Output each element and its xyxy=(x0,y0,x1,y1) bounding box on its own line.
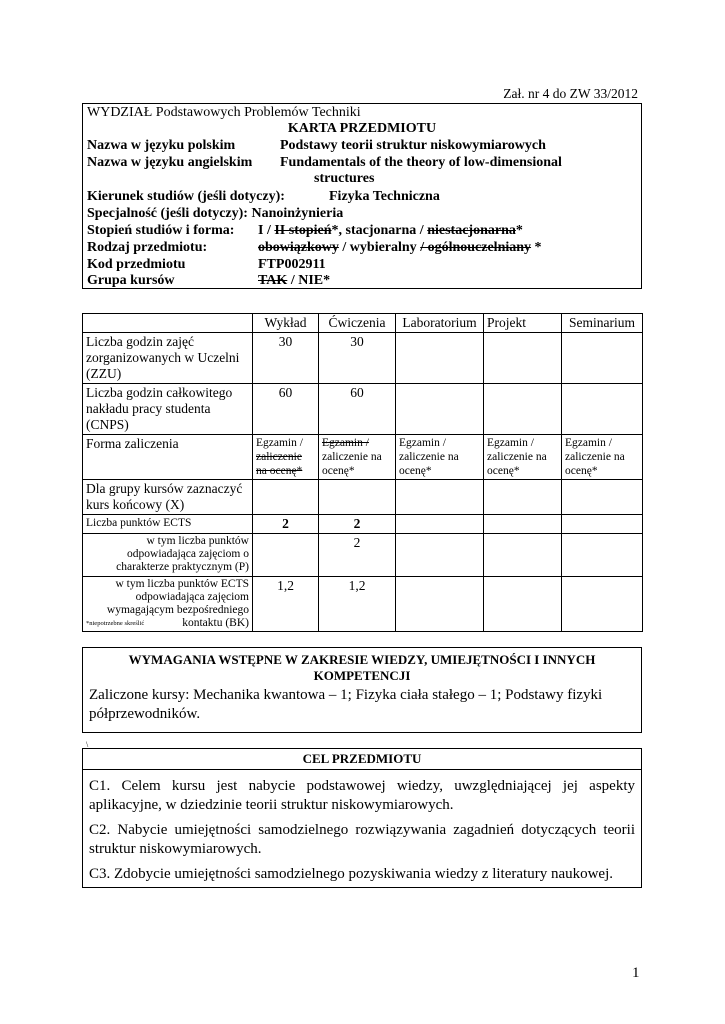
level-ii-struck: II stopień xyxy=(274,223,332,238)
table-header-row xyxy=(83,314,643,333)
form-project xyxy=(484,435,562,480)
code-label: Kod przedmiotu xyxy=(87,257,186,272)
empty-cell xyxy=(562,534,643,577)
final-course-label: Dla grupy kursów zaznaczyć kurs końcowy (X) xyxy=(83,480,253,515)
empty-cell xyxy=(484,384,562,435)
empty-cell xyxy=(396,384,484,435)
credit-text: zaliczenie na xyxy=(322,451,382,463)
specialty xyxy=(87,206,343,222)
requirements-text: Zaliczone kursy: Mechanika kwantowa – 1; Fizyka ciała stałego – 1; Podstawy fizyki półprzewodników. xyxy=(89,687,603,722)
empty-cell xyxy=(396,515,484,534)
field-value: Fizyka Techniczna xyxy=(329,189,440,204)
form-laboratory xyxy=(396,435,484,480)
group-value xyxy=(258,273,330,289)
type-label: Rodzaj przedmiotu: xyxy=(87,240,208,255)
exam-text: Egzamin / xyxy=(256,437,303,449)
code-value: FTP002911 xyxy=(258,257,326,272)
exam-text: Egzamin / xyxy=(399,437,446,449)
bk-exercises: 1,2 xyxy=(319,577,396,632)
credit-text: zaliczenie na xyxy=(399,451,459,463)
table-row xyxy=(83,577,643,632)
empty-cell xyxy=(253,534,319,577)
empty-cell xyxy=(562,333,643,384)
graded-text: ocenę* xyxy=(565,465,598,477)
level-star: * xyxy=(515,223,523,238)
name-pl-label: Nazwa w języku polskim xyxy=(87,138,236,153)
spec-label: Specjalność (jeśli dotyczy): xyxy=(87,206,248,221)
empty-cell xyxy=(484,577,562,632)
goals-title: CEL PRZEDMIOTU xyxy=(83,749,641,770)
type-general-struck: / ogólnouczelniany xyxy=(420,240,532,255)
level-label: Stopień studiów i forma: xyxy=(87,223,235,238)
faculty: WYDZIAŁ Podstawowych Problemów Techniki xyxy=(87,105,361,120)
empty-cell xyxy=(484,333,562,384)
table-row xyxy=(83,384,643,435)
zzu-lecture: 30 xyxy=(253,333,319,384)
empty-cell xyxy=(396,480,484,515)
graded-text: ocenę* xyxy=(322,465,355,477)
empty-cell xyxy=(396,577,484,632)
page-number: 1 xyxy=(632,965,640,981)
credit-text: zaliczenie na xyxy=(487,451,547,463)
cnps-label: Liczba godzin całkowitego nakładu pracy studenta (CNPS) xyxy=(83,384,253,435)
level-i: I / xyxy=(258,223,271,238)
graded-struck: na ocenę* xyxy=(256,465,303,477)
empty-cell xyxy=(562,577,643,632)
form-label: Forma zaliczenia xyxy=(83,435,253,480)
form-exercises xyxy=(319,435,396,480)
form-lecture xyxy=(253,435,319,480)
stray-mark: \ xyxy=(86,740,89,749)
practical-exercises: 2 xyxy=(319,534,396,577)
spec-value: Nanoinżynieria xyxy=(251,206,344,221)
form-seminar xyxy=(562,435,643,480)
graded-text: ocenę* xyxy=(487,465,520,477)
col-seminar: Seminarium xyxy=(562,314,643,333)
requirements-title: WYMAGANIA WSTĘPNE W ZAKRESIE WIEDZY, UMIEJĘTNOŚCI I INNYCH KOMPETENCJI xyxy=(128,652,596,683)
exam-text: Egzamin / xyxy=(487,437,534,449)
ects-exercises: 2 xyxy=(319,515,396,534)
requirements-box xyxy=(82,647,642,733)
ects-label: Liczba punktów ECTS xyxy=(83,515,253,534)
table-row xyxy=(83,435,643,480)
exam-struck: Egzamin / xyxy=(322,437,369,449)
group-rest: / NIE* xyxy=(290,273,331,288)
type-elective: / wybieralny xyxy=(342,240,417,255)
cnps-lecture: 60 xyxy=(253,384,319,435)
group-yes-struck: TAK xyxy=(258,273,288,288)
bk-label: w tym liczba punktów ECTS odpowiadająca zajęciom wymagającym bezpośredniego kontaktu (BK) xyxy=(83,577,253,632)
goal-c3: C3. Zdobycie umiejętności samodzielnego pozyskiwania wiedzy z literatury naukowej. xyxy=(89,866,614,882)
empty-cell xyxy=(562,480,643,515)
course-header-box xyxy=(82,103,642,289)
empty-cell xyxy=(562,515,643,534)
table-row xyxy=(83,480,643,515)
graded-text: ocenę* xyxy=(399,465,432,477)
table-row xyxy=(83,534,643,577)
cnps-exercises: 60 xyxy=(319,384,396,435)
col-project: Projekt xyxy=(484,314,562,333)
empty-cell xyxy=(396,534,484,577)
level-part-time-struck: niestacjonarna xyxy=(427,223,516,238)
field-label: Kierunek studiów (jeśli dotyczy): xyxy=(87,189,285,204)
empty-cell xyxy=(253,480,319,515)
bk-lecture: 1,2 xyxy=(253,577,319,632)
level-rest: *, stacjonarna / xyxy=(331,223,424,238)
goal-c1: C1. Celem kursu jest nabycie podstawowej wiedzy, uwzględniającej jej aspekty aplikacyjne, w dziedzinie teorii struktur niskowymiarowych. xyxy=(89,778,635,813)
table-row xyxy=(83,515,643,534)
practical-label: w tym liczba punktów odpowiadająca zajęciom o charakterze praktycznym (P) xyxy=(83,534,253,577)
type-star: * xyxy=(534,240,542,255)
empty-corner xyxy=(83,314,253,333)
goal-c2: C2. Nabycie umiejętności samodzielnego rozwiązywania zagadnień dotyczących teorii struktur niskowymiarowych. xyxy=(89,822,635,857)
table-row xyxy=(83,333,643,384)
name-en-label: Nazwa w języku angielskim xyxy=(87,155,253,170)
name-pl-value: Podstawy teorii struktur niskowymiarowych xyxy=(280,138,546,153)
ects-lecture: 2 xyxy=(253,515,319,534)
group-label: Grupa kursów xyxy=(87,273,175,288)
card-title: KARTA PRZEDMIOTU xyxy=(287,121,437,136)
credit-struck: zaliczenie xyxy=(256,451,302,463)
zzu-exercises: 30 xyxy=(319,333,396,384)
type-mandatory-struck: obowiązkowy xyxy=(258,240,339,255)
empty-cell xyxy=(484,480,562,515)
empty-cell xyxy=(484,515,562,534)
empty-cell xyxy=(396,333,484,384)
zzu-label: Liczba godzin zajęć zorganizowanych w Uczelni (ZZU) xyxy=(83,333,253,384)
exam-text: Egzamin / xyxy=(565,437,612,449)
attachment-note: Zał. nr 4 do ZW 33/2012 xyxy=(503,86,638,101)
course-goals-box xyxy=(82,748,642,888)
col-lecture: Wykład xyxy=(253,314,319,333)
col-laboratory: Laboratorium xyxy=(396,314,484,333)
name-en-value-cont: structures xyxy=(314,171,375,186)
hours-table xyxy=(82,313,643,632)
empty-cell xyxy=(484,534,562,577)
footnote: *niepotrzebne skreślić xyxy=(86,620,145,627)
type-value xyxy=(258,240,542,256)
credit-text: zaliczenie na xyxy=(565,451,625,463)
level-value xyxy=(258,223,523,239)
name-en-value: Fundamentals of the theory of low-dimensional xyxy=(280,155,562,170)
empty-cell xyxy=(319,480,396,515)
col-exercises: Ćwiczenia xyxy=(319,314,396,333)
empty-cell xyxy=(562,384,643,435)
